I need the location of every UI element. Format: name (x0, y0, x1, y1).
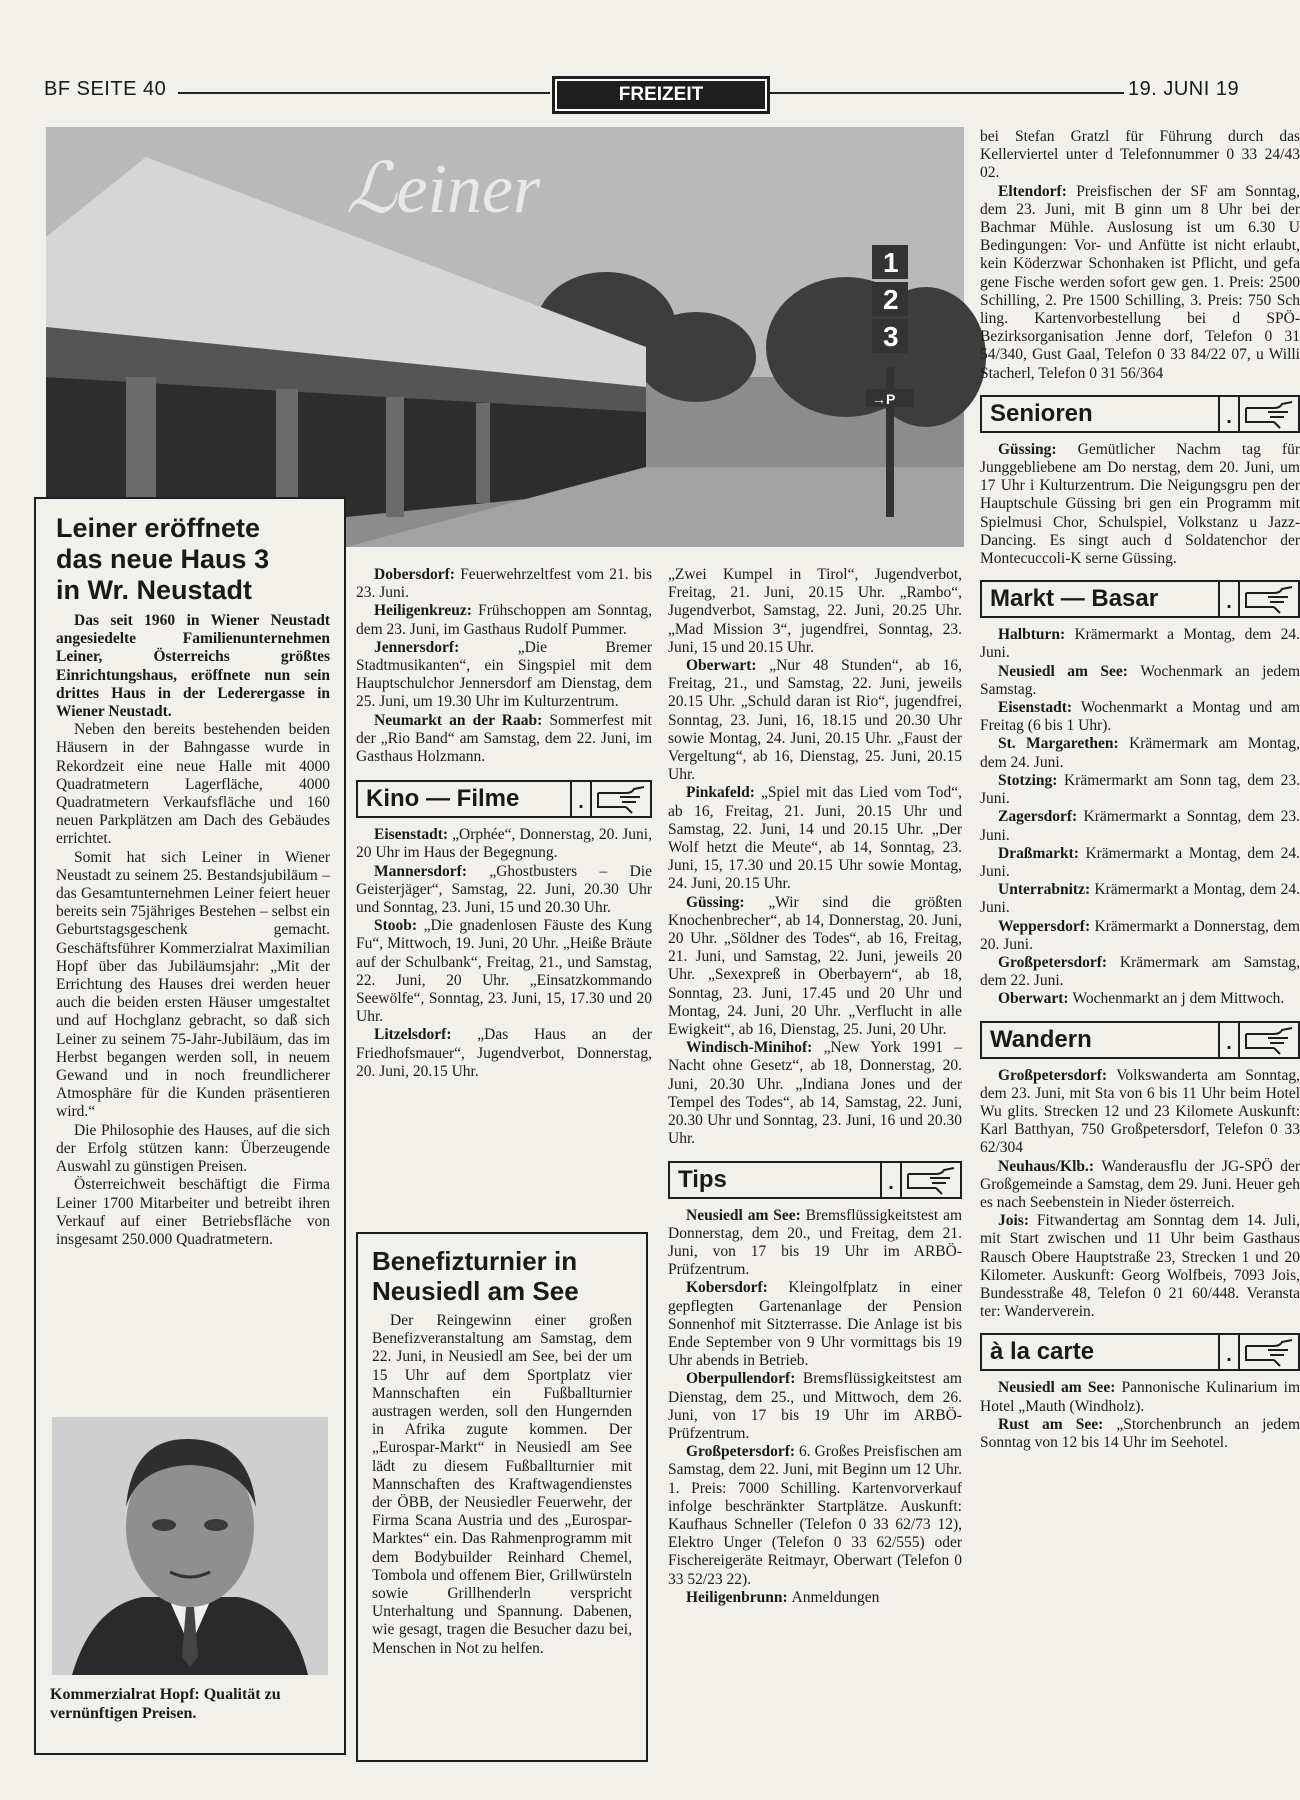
listing-place: Oberpullendorf: (686, 1370, 803, 1388)
wandern-title: Wandern (990, 1025, 1092, 1053)
listing-text: Anmeldungen (791, 1588, 880, 1606)
benefiz-article-box (356, 1232, 648, 1762)
listing-text: Pannonische Kulinarium im Hotel „Mauth (Windholz). (980, 1379, 1300, 1415)
pointing-hand-icon (1244, 585, 1296, 615)
carte-list (980, 1379, 1300, 1452)
listing-text: Frühschoppen am Sonntag, dem 23. Juni, im Gasthaus Rudolf Pummer. (356, 602, 652, 638)
fishing-list (980, 183, 1300, 383)
listing-place: Heiligenbrunn: (686, 1588, 792, 1606)
listing-entry (668, 566, 962, 657)
listing-text: „Ghostbusters – Die Geisterjäger“, Samstag, 22. Juni, 20.30 Uhr und Sonntag, 23. Juni, 15 und 20.30 Uhr. (356, 862, 652, 917)
events-list (356, 566, 652, 766)
lead-paragraph: Neben den bereits bestehenden beiden Häusern in der Bahngasse wurde in Rekordzeit eine neue Halle mit 4000 Quadratmetern Lagerfläche, 4000 Quadratmetern Verkaufsfläche und 160 neuen Parkplätzen am Dach des Gebäudes errichtet. (56, 721, 330, 848)
listing-entry (980, 954, 1300, 990)
listing-place: Litzelsdorf: (374, 1026, 478, 1044)
sign-parking: →P (872, 391, 896, 407)
tips-list (668, 1207, 962, 1607)
listing-place: Dobersdorf: (374, 566, 461, 583)
pointing-hand-icon (1244, 400, 1296, 430)
listing-text: 6. Großes Preisfischen am Samstag, dem 22. Juni, mit Beginn um 12 Uhr. 1. Preis: 7000 Schilling. Kartenvorverkauf infolge beschränkter Startplätze. Auskunft: Kaufhaus Schneller (Telefon 0 33 62/73 12), Elektro Unger (Telefon 0 33 62/555) oder Fischereigeräte Reitmayr, Oberwart (Telefon 0 33 52/23 22). (668, 1443, 962, 1588)
carte-title: à la carte (990, 1338, 1095, 1366)
listing-text: „Die gnadenlosen Fäuste des Kung Fu“, Mittwoch, 19. Juni, 20 Uhr. „Heiße Bräute auf der Schulbank“, Freitag, 21., und Samstag, 22. Juni, 20 Uhr. „Einsatzkommando Seewölfe“, Sonntag, 23. Juni, 15, 17.30 und 20 Uhr. (356, 917, 652, 1026)
listing-place: Neumarkt an der Raab: (374, 711, 550, 729)
listing-entry (356, 566, 652, 602)
kino-section-header (356, 780, 652, 818)
listing-entry (668, 1279, 962, 1370)
lead-intro: Das seit 1960 in Wiener Neustadt angesiedelte Familienunternehmen Leiner, Österreichs größtes Einrichtungshaus, eröffnete nun sein drittes Haus in der Lederergasse in Wiener Neustadt. (56, 612, 330, 721)
pointing-hand-icon (596, 785, 648, 815)
wandern-list (980, 1067, 1300, 1322)
listing-entry (668, 1039, 962, 1148)
lead-article-box (34, 497, 346, 1755)
listing-place: Eisenstadt: (374, 826, 453, 844)
headline-line: Benefizturnier in (372, 1246, 578, 1276)
listing-text: Krämermarkt a Montag, dem 24. Juni. (980, 881, 1300, 917)
tips-title: Tips (678, 1165, 727, 1193)
listing-text: Bremsflüssigkeitstest am Donnerstag, dem 20., und Freitag, dem 21. Juni, von 17 bis 19 Uhr im ARBÖ-Prüfzentrum. (668, 1206, 963, 1279)
listing-place: Neusiedl am See: (998, 662, 1141, 680)
pointing-hand-icon (1244, 1338, 1296, 1368)
markt-list (980, 626, 1300, 1008)
listing-entry (980, 772, 1300, 808)
header-rule-left (178, 92, 550, 94)
listing-text: Krämermarkt a Donnerstag, dem 20. Juni. (980, 917, 1300, 953)
listing-place: Oberwart: (998, 990, 1073, 1008)
listing-entry (980, 1158, 1300, 1213)
listing-place: Eltendorf: (998, 182, 1077, 200)
listing-text: Krämermarkt a Sonntag, dem 23. Juni. (980, 808, 1300, 844)
listing-entry (356, 826, 652, 862)
listing-text: Krämermarkt a Montag, dem 24. Juni. (980, 626, 1300, 662)
listing-entry (356, 639, 652, 712)
lead-headline (56, 513, 330, 606)
listing-entry (980, 918, 1300, 954)
portrait-caption: Kommerzialrat Hopf: Qualität zu vernünftigen Preisen. (50, 1686, 281, 1722)
listing-text: Bremsflüssigkeitstest am Dienstag, dem 25., und Mittwoch, dem 26. Juni, von 17 bis 19 Uhr im ARBÖ-Prüfzentrum. (668, 1370, 962, 1442)
listing-text: Krämermarkt am Sonn tag, dem 23. Juni. (980, 771, 1300, 808)
kino-list-continued (668, 566, 962, 1149)
listing-text: „Zwei Kumpel in Tirol“, Jugendverbot, Freitag, 21. Juni, 20.15 Uhr. „Rambo“, Jugendverbot, Samstag, 22. Juni, 20.25 Uhr. „Mad Mission 3“, jugendfrei, Sonntag, 23. Juni, 15 und 20.15 Uhr. (668, 566, 962, 656)
listing-place: Neusiedl am See: (686, 1206, 806, 1224)
col4-top-text: bei Stefan Gratzl für Führung durch das Kellerviertel unter d Telefonnummer 0 33 24/43 02. (980, 128, 1300, 182)
listing-place: Jennersdorf: (374, 638, 518, 656)
listing-text: Krämermark am Montag, dem 24. Juni. (980, 735, 1300, 771)
listing-text: Krämermarkt a Montag, dem 24. Juni. (980, 844, 1300, 880)
carte-section-header (980, 1333, 1300, 1371)
separator-dot: . (1218, 1021, 1240, 1059)
listing-place: Mannersdorf: (374, 862, 490, 880)
sign-number-2: 2 (883, 284, 899, 315)
listing-place: Güssing: (686, 893, 769, 911)
listing-entry (980, 699, 1300, 735)
listing-place: Jois: (998, 1212, 1037, 1230)
pointing-hand-icon (1244, 1026, 1296, 1056)
listing-place: Neuhaus/Klb.: (998, 1157, 1102, 1175)
page-number: BF SEITE 40 (44, 78, 167, 100)
listing-entry (980, 1416, 1300, 1452)
portrait-photo (52, 1417, 328, 1675)
listing-entry (668, 1443, 962, 1589)
headline-line: Leiner eröffnete (56, 513, 261, 543)
benefiz-body: Der Reingewinn einer großen Benefizveranstaltung am Samstag, dem 22. Juni, in Neusiedl am See, bei der um 15 Uhr auf dem Sportplatz vier Mannschaften ein Fußballturnier austragen werden, soll den Hungernden in Afrika zugute kommen. Der „Eurospar-Markt“ in Neusiedl am See lädt zu diesem Fußballturnier mit Mannschaften des Kraftwagendienstes der ÖBB, der Neusiedler Feuerwehr, der Firma Scana Austria und des „Eurospar-Marktes“ ein. Das Rahmenprogramm mit dem Bodybuilder Reinhard Chemel, Tombola und offenem Bier, Grillwürsteln sowie Grillhenderln verspricht Unterhaltung und Spannung. Dabenen, wie gesagt, tragen die Besucher dazu bei, Menschen in Not zu helfen. (372, 1312, 632, 1657)
section-label: FREIZEIT (552, 76, 770, 114)
listing-entry (356, 1026, 652, 1081)
listing-place: Pinkafeld: (686, 784, 762, 802)
separator-dot: . (1218, 580, 1240, 618)
listing-text: Wochenmark an jedem Samstag. (980, 662, 1300, 698)
listing-text: Wochenmarkt an j dem Mittwoch. (1072, 990, 1285, 1008)
listing-text: „Orphée“, Donnerstag, 20. Juni, 20 Uhr im Haus der Begegnung. (356, 826, 652, 862)
listing-entry (980, 626, 1300, 662)
lead-paragraph: Österreichweit beschäftigt die Firma Leiner 1700 Mitarbeiter und betreibt ihren Verkauf auf einer Betriebsfläche von insgesamt 250.000 Quadratmetern. (56, 1176, 330, 1248)
listing-place: Draßmarkt: (998, 844, 1086, 862)
listing-text: „Spiel mit das Lied vom Tod“, ab 16, Freitag, 21. Juni, 20.15 Uhr und Samstag, 22. Juni, 14 und 20.15 Uhr. „Der Wolf hetzt die Meute“, ab 14, Sonntag, 23. Juni, 15, 17.30 und 20.15 Uhr sowie Montag, 24. Juni, 20.15 Uhr. (668, 784, 962, 893)
listing-place: Kobersdorf: (686, 1279, 789, 1297)
svg-text:ℒeiner: ℒeiner (346, 151, 541, 228)
listing-entry (980, 735, 1300, 771)
markt-title: Markt — Basar (990, 585, 1159, 613)
listing-place: Heiligenkreuz: (374, 602, 479, 620)
tips-section-header (668, 1161, 962, 1199)
listing-text: Feuerwehrzeltfest vom 21. bis 23. Juni. (356, 566, 652, 602)
listing-entry (668, 657, 962, 784)
listing-entry (668, 894, 962, 1040)
kino-list (356, 826, 652, 1081)
senioren-list (980, 441, 1300, 568)
listing-text: Krämermark am Samstag, dem 22. Juni. (980, 953, 1300, 990)
listing-text: „Nur 48 Stunden“, ab 16, Freitag, 21., und Samstag, 22. Juni, jeweils 20.15 Uhr. „Schuld daran ist Rio“, jugendfrei, Sonntag, 23. Juni, 16, 18.15 und 20.30 Uhr sowie Montag, 24. Juni, 20.15 Uhr. „Faust der Vergeltung“, ab 16, Dienstag, 25. Juni, 20.15 Uhr. (668, 657, 962, 784)
sign-number-1: 1 (883, 247, 899, 278)
listing-place: St. Margarethen: (998, 735, 1130, 753)
listing-place: Großpetersdorf: (686, 1443, 800, 1461)
listing-entry (980, 845, 1300, 881)
listing-text: Kleingolfplatz in einer gepflegten Gartenanlage der Pension Sonnenhof mit Sitzterrasse. Die Anlage ist bis Ende September von 9 Uhr vormittags bis 19 Uhr abends in Betrieb. (668, 1279, 962, 1370)
store-photo (46, 127, 964, 547)
listing-text: Sommerfest mit der „Rio Band“ am Samstag, dem 22. Juni, im Gasthaus Holzmann. (356, 711, 652, 766)
listing-text: „Die Bremer Stadtmusikanten“, ein Singspiel mit dem Hauptschulchor Jennersdorf am Dienstag, dem 25. Juni, um 19.30 Uhr im Kulturzentrum. (356, 638, 652, 711)
listing-entry (356, 863, 652, 918)
listing-entry (668, 1370, 962, 1443)
wandern-section-header (980, 1021, 1300, 1059)
listing-place: Stotzing: (998, 771, 1064, 789)
listing-place: Zagersdorf: (998, 808, 1084, 826)
listing-place: Güssing: (998, 440, 1078, 458)
listing-text: Preisfischen der SF am Sonntag, dem 23. Juni, mit B ginn um 8 Uhr bei der Bachmar Mühle. Auslosung ist um 6.30 U Bedingungen: Vor- und Anfütte ist nicht erlaubt, kein Köderzwar Schonhaken ist Pflicht, und gefa gene Fische werden sofort gew gen. 1. Preis: 2500 Schilling, 2. Pre 1500 Schilling, 3. Preis: 750 Sch ling. Kartenvorbestellung bei d SPÖ-Bezirksorganisation Jenne dorf, Telefon 0 31 54/340, Gust Gaal, Telefon 0 33 84/22 07, u Willi Stacherl, Telefon 0 31 56/364 (980, 182, 1300, 382)
listing-place: Windisch-Minihof: (686, 1039, 824, 1057)
headline-line: das neue Haus 3 (56, 544, 270, 574)
listing-entry (356, 712, 652, 767)
separator-dot: . (1218, 1333, 1240, 1371)
lead-body (56, 612, 330, 1249)
listing-text: „Das Haus an der Friedhofsmauer“, Jugendverbot, Donnerstag, 20. Juni, 20.15 Uhr. (356, 1026, 652, 1080)
listing-entry (668, 1207, 962, 1280)
listing-entry (980, 183, 1300, 383)
listing-entry (668, 784, 962, 893)
listing-text: Wochenmarkt a Montag und am Freitag (6 bis 1 Uhr). (980, 699, 1300, 735)
kino-title: Kino — Filme (366, 785, 520, 813)
listing-entry (668, 1589, 962, 1607)
listing-entry (980, 663, 1300, 699)
listing-place: Eisenstadt: (998, 699, 1081, 717)
listing-place: Halbturn: (998, 626, 1075, 644)
headline-line: in Wr. Neustadt (56, 575, 253, 605)
sign-number-3: 3 (883, 321, 899, 352)
separator-dot: . (880, 1161, 902, 1199)
listing-entry (980, 1067, 1300, 1158)
listing-text: Fitwandertag am Sonntag dem 14. Juli, mit Start zwischen und 11 Uhr beim Gasthaus Rausch Obere Hauptstraße 23, Strecken 1 und 20 Kilometer. Auskunft: Georg Wolfbeis, 7093 Jois, Bundesstraße 48, Telefon 0 21 60/448. Veransta ter: Wanderverein. (980, 1212, 1300, 1321)
column-4 (980, 128, 1300, 1788)
markt-section-header (980, 580, 1300, 618)
listing-place: Unterrabnitz: (998, 881, 1095, 899)
listing-text: „Wir sind die größten Knochenbrecher“, ab 14, Donnerstag, 20. Juni, 20 Uhr. „Söldner des Todes“, ab 16, Freitag, 21. Juni, und Samstag, 22. Juni, jeweils 20 Uhr. „Sexexpreß in Oberbayern“, ab 18, Sonntag, 23. Juni, 17.45 und 20 Uhr und Montag, 24. Juni, 20 Uhr. „Verflucht in alle Ewigkeit“, ab 16, Dienstag, 25. Juni, 20 Uhr. (668, 893, 962, 1039)
listing-text: Volkswanderta am Sonntag, dem 23. Juni, mit Sta von 6 bis 11 Uhr beim Hotel Wu glits. Strecken 12 und 23 Kilomete Auskunft: Karl Batthyan, 750 Großpetersdorf, Telefon 0 33 62/304 (980, 1066, 1300, 1157)
listing-entry (980, 1379, 1300, 1415)
separator-dot: . (570, 780, 592, 818)
listing-place: Rust am See: (998, 1415, 1117, 1433)
listing-place: Großpetersdorf: (998, 1066, 1117, 1084)
listing-entry (356, 917, 652, 1026)
listing-entry (980, 808, 1300, 844)
listing-entry (980, 990, 1300, 1008)
listing-place: Weppersdorf: (998, 917, 1095, 935)
header-rule-right (768, 92, 1124, 94)
listing-text: „Storchenbrunch an jedem Sonntag von 12 bis 14 Uhr im Seehotel. (980, 1415, 1300, 1451)
listing-text: Gemütlicher Nachm tag für Junggebliebene am Do nerstag, dem 20. Juni, um 17 Uhr i Kulturzentrum. Die Neigungsgru pen der Hauptschule Güssing bri gen ein Programm mit Spielmusi Chor, Schulspiel, Volkstanz u Jazz-Dancing. Es singt auch d Soldatenchor der Montecuccoli-K serne Güssing. (980, 440, 1300, 568)
column-3 (668, 566, 962, 1782)
separator-dot: . (1218, 395, 1240, 433)
listing-place: Neusiedl am See: (998, 1379, 1122, 1397)
listing-text: „New York 1991 – Nacht ohne Gesetz“, ab 18, Donnerstag, 20. Juni, 20.30 Uhr. „Indiana Jones und der Tempel des Todes“, ab 14, Samstag, 22. Juni, 20.30 Uhr und Sonntag, 23. Juni, 16 und 20.30 Uhr. (668, 1039, 963, 1148)
listing-place: Oberwart: (686, 657, 770, 675)
pointing-hand-icon (906, 1166, 958, 1196)
listing-entry (980, 441, 1300, 568)
listing-entry (980, 1212, 1300, 1321)
senioren-section-header (980, 395, 1300, 433)
listing-entry (356, 602, 652, 638)
headline-line: Neusiedl am See (372, 1276, 579, 1306)
benefiz-headline (372, 1246, 632, 1306)
listing-place: Stoob: (374, 917, 424, 935)
listing-text: Wanderausflu der JG-SPÖ der Großgemeinde a Samstag, dem 29. Juni. Heuer geh es nach Seebenstein in Nieder österreich. (980, 1157, 1300, 1211)
listing-place: Großpetersdorf: (998, 953, 1120, 971)
lead-paragraph: Die Philosophie des Hauses, auf die sich der Erfolg stützen kann: Überzeugende Auswahl zu günstigen Preisen. (56, 1121, 330, 1176)
senioren-title: Senioren (990, 399, 1093, 427)
issue-date: 19. JUNI 19 (1128, 78, 1240, 100)
listing-entry (980, 881, 1300, 917)
lead-paragraph: Somit hat sich Leiner in Wiener Neustadt zu seinem 25. Bestandsjubiläum – das Gesamtunternehmen Leiner feiert heuer bereits sein 75jähriges Bestehen – selbst ein Geburtstagsgeschenk gemacht. Geschäftsführer Kommerzialrat Maximilian Hopf über das Jubiläumsjahr: „Mit der Errichtung des Hauses drei werden heuer auch die beiden ersten Häuser umgestaltet und auf Hochglanz gebracht, so daß sich Leiner zu seinem 75-Jahr-Jubiläum, das im Herbst begangen werden soll, in neuem Gewand und in noch freundlicherer Atmosphäre für die Kunden präsentieren wird.“ (56, 848, 330, 1121)
